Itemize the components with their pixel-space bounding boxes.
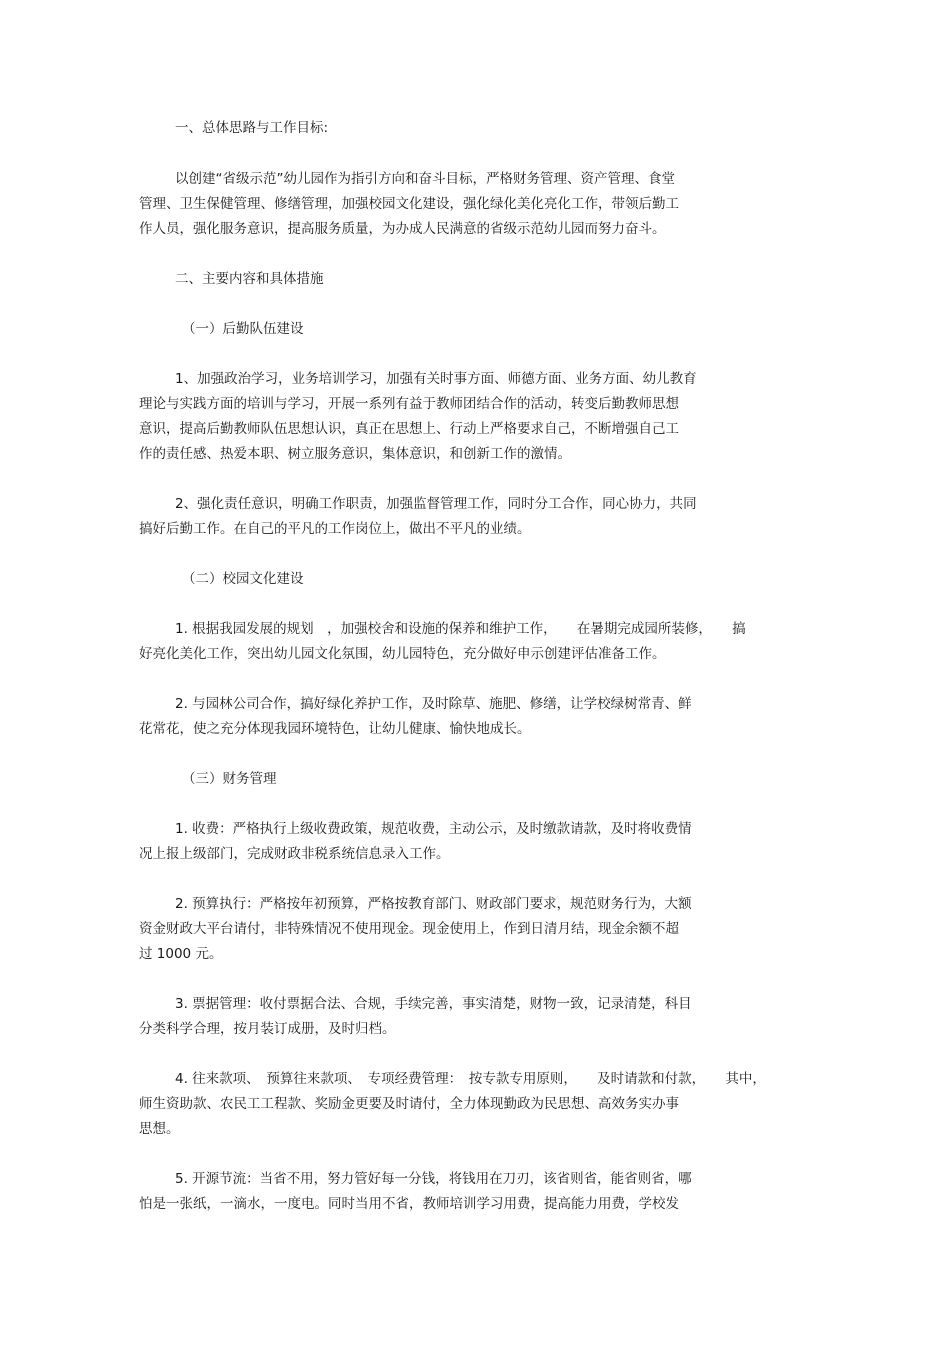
paragraph-line: 思想。 xyxy=(139,1121,180,1137)
paragraph-line: 意识，提高后勤教师队伍思想认识，真正在思想上、行动上严格要求自己，不断增强自己工 xyxy=(139,421,679,437)
paragraph-line: 1. 收费：严格执行上级收费政策，规范收费，主动公示，及时缴款请款，及时将收费情 xyxy=(175,821,692,837)
paragraph-line: 1、加强政治学习，业务培训学习，加强有关时事方面、师德方面、业务方面、幼儿教育 xyxy=(175,371,697,387)
subsection-heading-2: （二）校园文化建设 xyxy=(182,571,304,587)
paragraph-line: 况上报上级部门，完成财政非税系统信息录入工作。 xyxy=(139,846,450,862)
paragraph-line: 以创建“省级示范”幼儿园作为指引方向和奋斗目标，严格财务管理、资产管理、食堂 xyxy=(175,171,675,187)
paragraph-line: 1. 根据我园发展的规划 ，加强校舍和设施的保养和维护工作， 在暑期完成园所装修， 搞 xyxy=(175,621,746,637)
paragraph-line: 管理、卫生保健管理、修缮管理，加强校园文化建设，强化绿化美化亮化工作，带领后勤工 xyxy=(139,196,679,212)
paragraph-line: 作人员，强化服务意识，提高服务质量，为办成人民满意的省级示范幼儿园而努力奋斗。 xyxy=(139,221,666,237)
paragraph-line: 3. 票据管理：收付票据合法、合规，手续完善，事实清楚，财物一致，记录清楚，科目 xyxy=(175,996,692,1012)
paragraph-line: 资金财政大平台请付，非特殊情况不使用现金。现金使用上，作到日清月结，现金余额不超 xyxy=(139,921,679,937)
paragraph-line: 2、强化责任意识，明确工作职责，加强监督管理工作，同时分工合作，同心协力，共同 xyxy=(175,496,697,512)
paragraph-line: 2. 与园林公司合作，搞好绿化养护工作，及时除草、施肥、修缮，让学校绿树常青、鲜 xyxy=(175,696,692,712)
paragraph-line: 师生资助款、农民工工程款、奖励金更要及时请付，全力体现勤政为民思想、高效务实办事 xyxy=(139,1096,679,1112)
paragraph-line: 作的责任感、热爱本职、树立服务意识，集体意识，和创新工作的激情。 xyxy=(139,446,571,462)
paragraph-line: 分类科学合理，按月装订成册，及时归档。 xyxy=(139,1021,396,1037)
subsection-heading-3: （三）财务管理 xyxy=(182,771,277,787)
section-heading-2: 二、主要内容和具体措施 xyxy=(175,271,324,287)
paragraph-line: 2. 预算执行：严格按年初预算，严格按教育部门、财政部门要求，规范财务行为，大额 xyxy=(175,896,692,912)
paragraph-line: 花常花，使之充分体现我园环境特色，让幼儿健康、愉快地成长。 xyxy=(139,721,531,737)
section-heading-1: 一、总体思路与工作目标: xyxy=(175,120,329,136)
subsection-heading-1: （一）后勤队伍建设 xyxy=(182,321,304,337)
paragraph-line: 怕是一张纸，一滴水，一度电。同时当用不省，教师培训学习用费，提高能力用费，学校发 xyxy=(139,1196,679,1212)
paragraph-line: 过 1000 元。 xyxy=(139,946,223,962)
paragraph-line: 5. 开源节流：当省不用，努力管好每一分钱，将钱用在刀刃，该省则省，能省则省，哪 xyxy=(175,1171,692,1187)
paragraph-line: 好亮化美化工作，突出幼儿园文化氛围，幼儿园特色，充分做好申示创建评估准备工作。 xyxy=(139,646,666,662)
paragraph-line: 理论与实践方面的培训与学习，开展一系列有益于教师团结合作的活动，转变后勤教师思想 xyxy=(139,396,679,412)
paragraph-line: 搞好后勤工作。在自己的平凡的工作岗位上，做出不平凡的业绩。 xyxy=(139,521,531,537)
paragraph-line: 4. 往来款项、 预算往来款项、 专项经费管理： 按专款专用原则， 及时请款和付款， 其中， xyxy=(175,1071,766,1087)
